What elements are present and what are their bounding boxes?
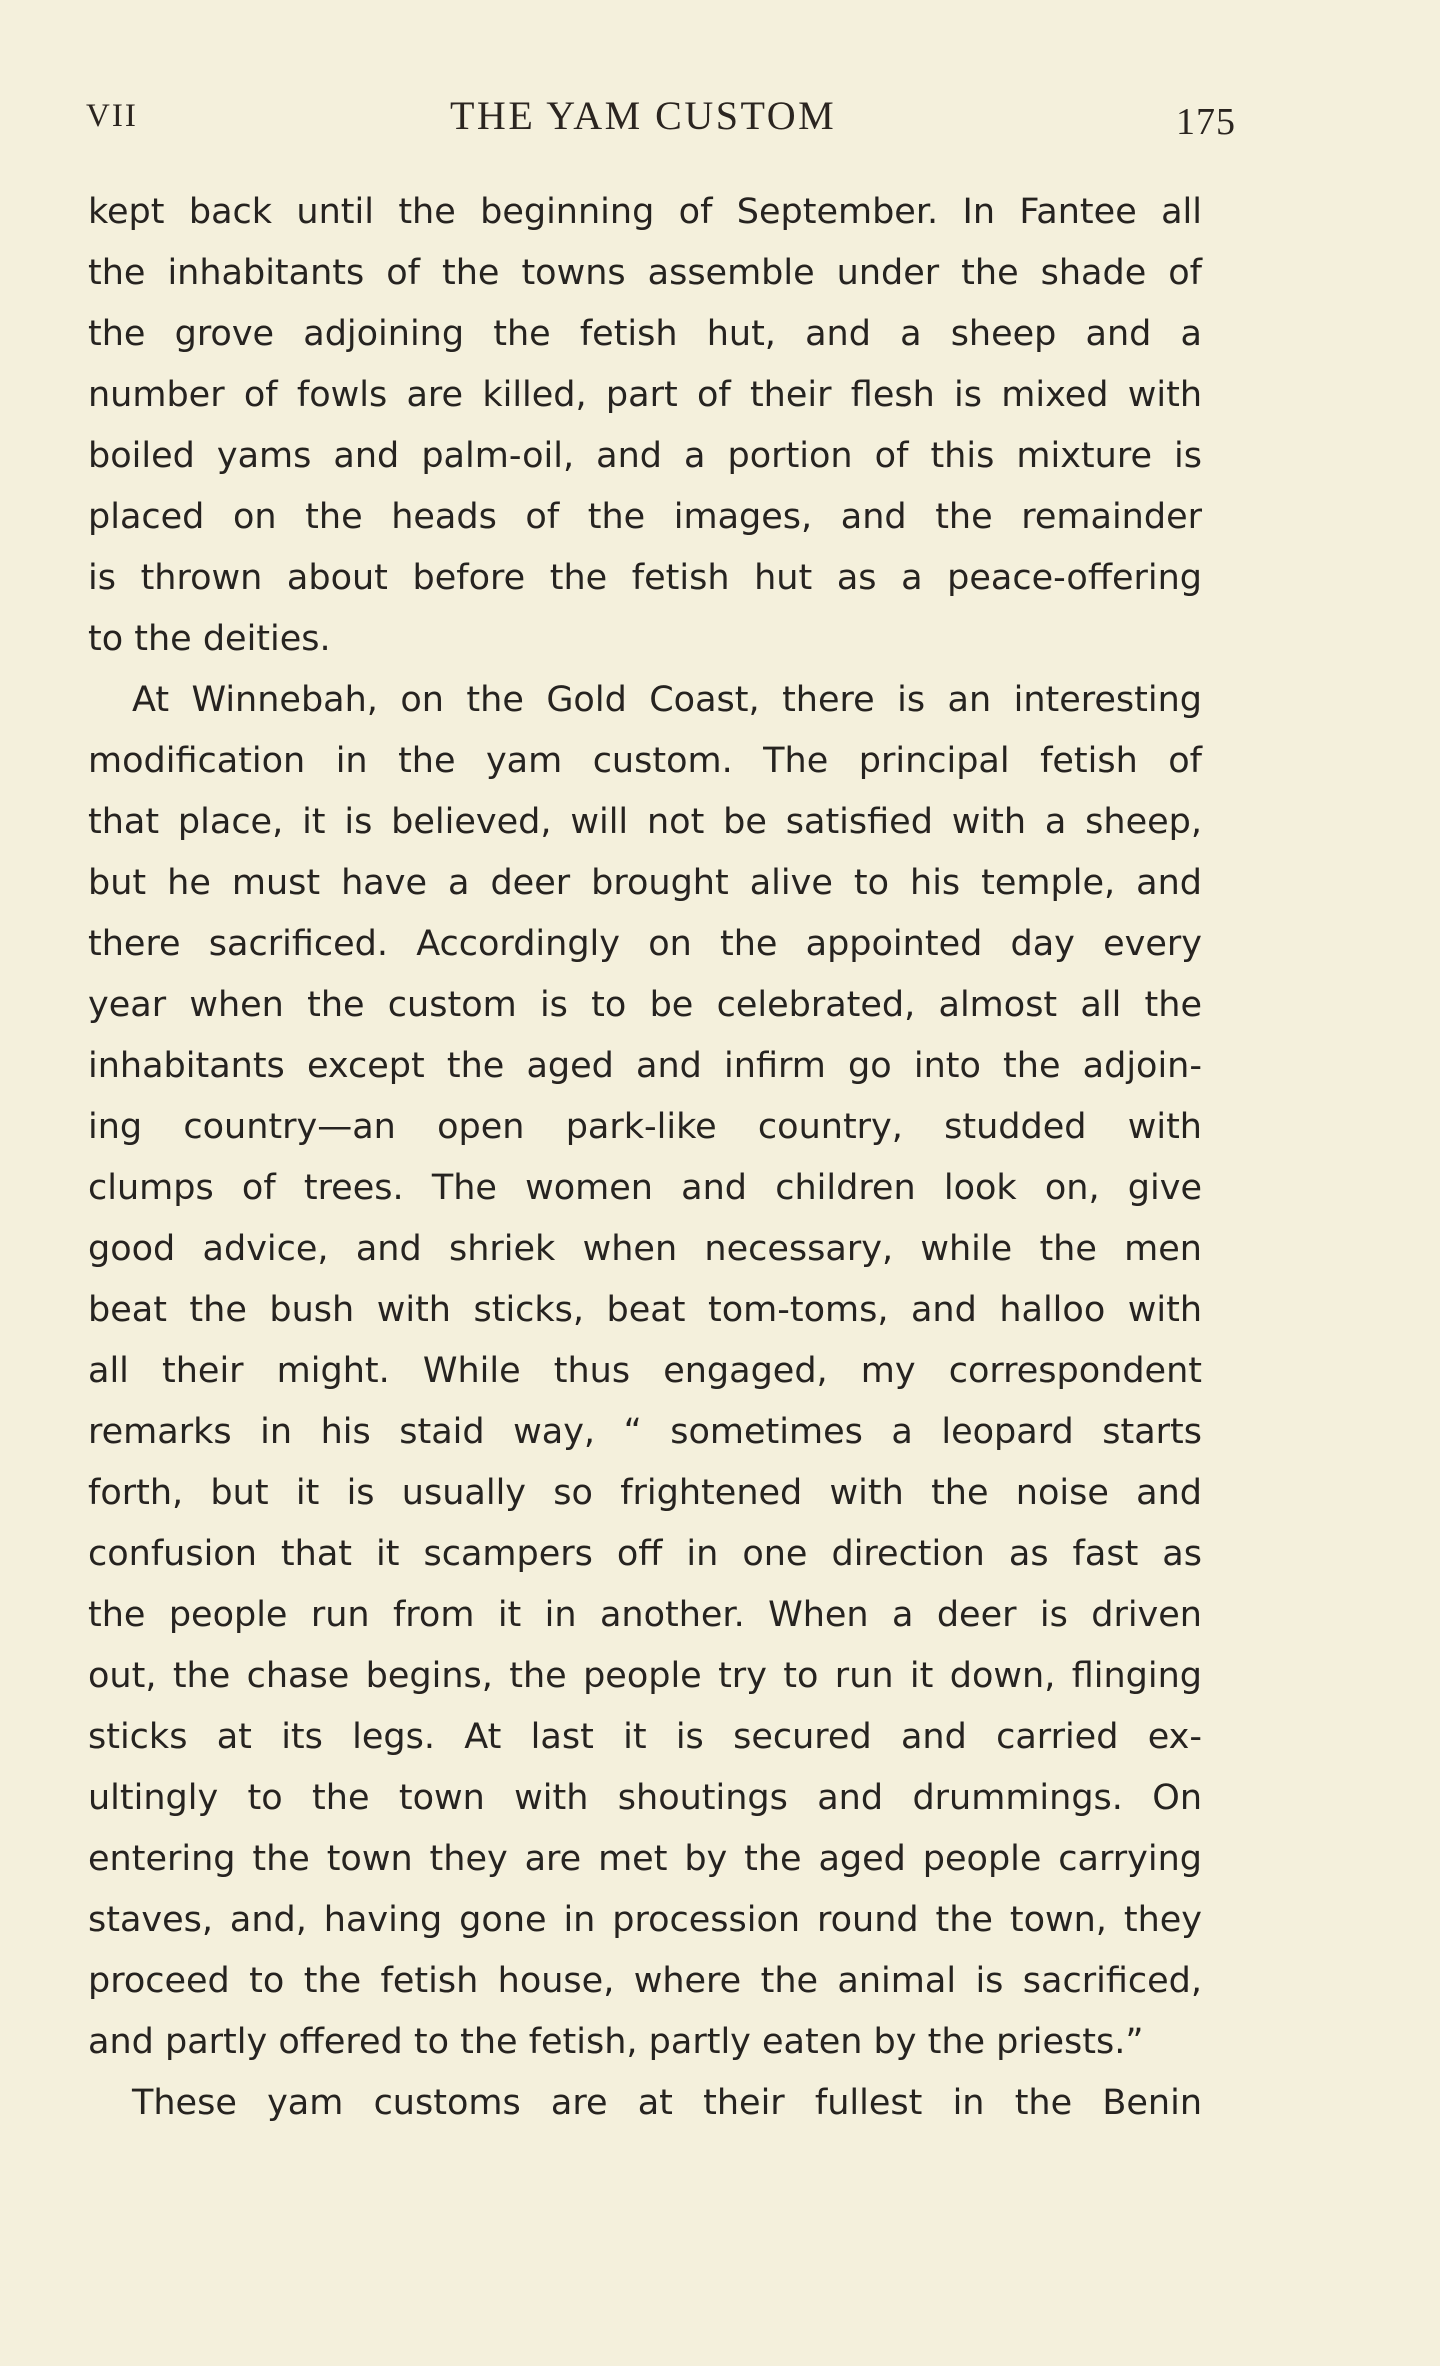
text-line: These yam customs are at their fullest in the Benin [132,2083,1202,2123]
text-line: sticks at its legs. At last it is secured and carried ex- [88,1717,1202,1757]
text-line: remarks in his staid way, “ sometimes a leopard starts [88,1412,1202,1452]
page-number: 175 [1176,101,1236,143]
text-line: forth, but it is usually so frightened with the noise and [88,1473,1202,1513]
text-line: that place, it is believed, will not be satisfied with a sheep, [88,802,1202,842]
text-line: to the deities. [88,619,331,659]
text-line: beat the bush with sticks, beat tom-toms, and halloo with [88,1290,1202,1330]
text-line: and partly offered to the fetish, partly eaten by the priests.” [88,2022,1144,2062]
text-line: confusion that it scampers off in one direction as fast as [88,1534,1202,1574]
text-line: clumps of trees. The women and children look on, give [88,1168,1202,1208]
text-line: year when the custom is to be celebrated, almost all the [88,985,1202,1025]
text-line: the inhabitants of the towns assemble under the shade of [88,253,1202,293]
text-line: staves, and, having gone in procession round the town, they [88,1900,1202,1940]
text-line: but he must have a deer brought alive to his temple, and [88,863,1202,903]
text-line: boiled yams and palm-oil, and a portion of this mixture is [88,436,1202,476]
text-line: entering the town they are met by the aged people carrying [88,1839,1202,1879]
text-line: At Winnebah, on the Gold Coast, there is an interesting [132,680,1202,720]
text-line: ultingly to the town with shoutings and drummings. On [88,1778,1202,1818]
text-line: modification in the yam custom. The principal fetish of [88,741,1202,781]
text-line: out, the chase begins, the people try to run it down, flinging [88,1656,1202,1696]
text-line: kept back until the beginning of September. In Fantee all [88,192,1202,232]
text-line: is thrown about before the fetish hut as a peace-offering [88,558,1202,598]
text-line: ing country—an open park-like country, studded with [88,1107,1202,1147]
text-line: there sacrificed. Accordingly on the appointed day every [88,924,1202,964]
running-title: THE YAM CUSTOM [450,93,837,138]
chapter-number: VII [86,98,138,134]
text-line: number of fowls are killed, part of their flesh is mixed with [88,375,1202,415]
text-line: inhabitants except the aged and infirm go into the adjoin- [88,1046,1202,1086]
text-line: all their might. While thus engaged, my correspondent [88,1351,1202,1391]
text-line: the grove adjoining the fetish hut, and a sheep and a [88,314,1202,354]
text-line: placed on the heads of the images, and the remainder [88,497,1202,537]
text-line: good advice, and shriek when necessary, while the men [88,1229,1202,1269]
text-line: proceed to the fetish house, where the animal is sacrificed, [88,1961,1202,2001]
running-head [86,92,1236,142]
text-line: the people run from it in another. When a deer is driven [88,1595,1202,1635]
body-text [88,182,1202,2134]
